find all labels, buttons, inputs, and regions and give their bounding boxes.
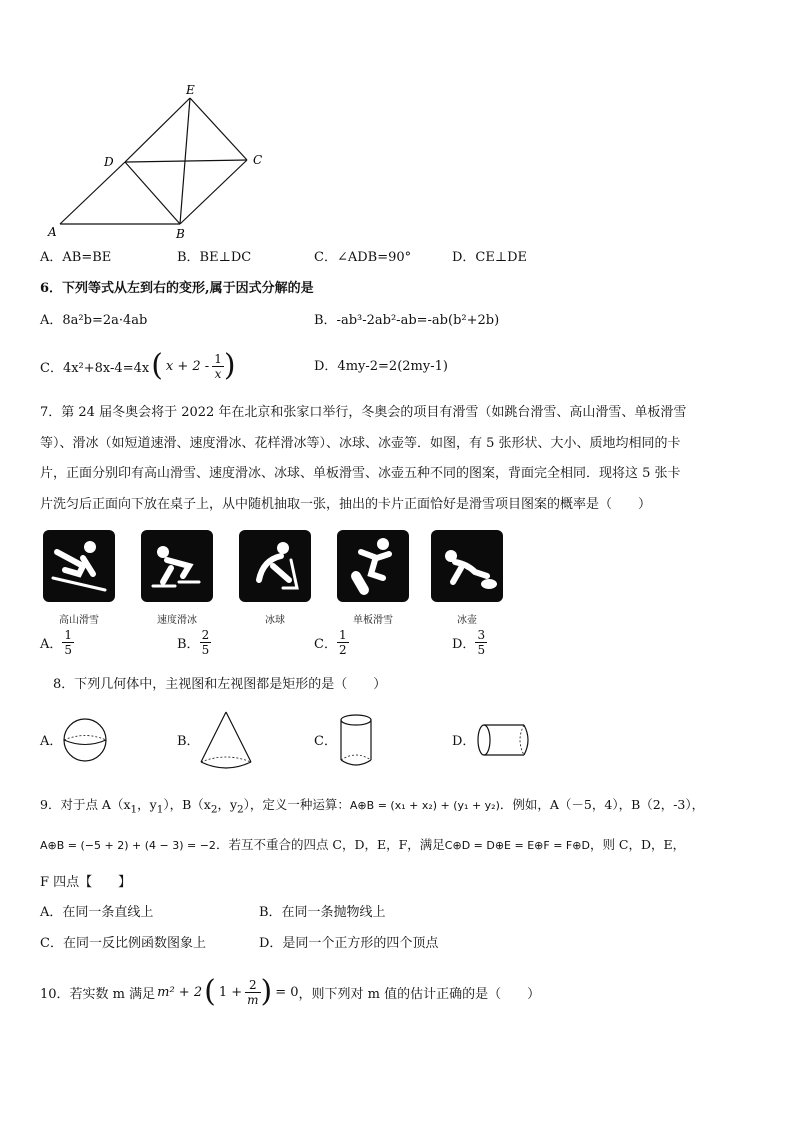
subscript: 2 [237,803,244,816]
point-label-a: A [48,225,57,239]
formula: C⊕D = D⊕E = E⊕F = F⊕D [444,839,590,852]
q6-option-b: B．-ab³-2ab²-ab=-ab(b²+2b) [314,313,500,328]
q10-stem [40,970,540,1014]
card-snowboard [337,530,409,602]
q7-option-a [40,628,74,657]
cone-icon [196,708,256,774]
q8-option-a: A． [40,734,63,749]
q9-line2 [40,836,685,855]
subscript: 1 [130,803,138,816]
point-label-e: E [186,83,195,97]
q6-stem: 6．下列等式从左到右的变形,属于因式分解的是 [40,281,314,296]
formula: 1 + [218,984,243,1000]
left-paren: ( [151,348,163,383]
sphere-icon [60,715,110,765]
card-curling [431,530,503,602]
q7-option-b [177,628,211,657]
curling-icon [431,530,503,602]
option-label: B． [177,637,200,652]
card-caption-4: 单板滑雪 [353,615,393,626]
card-caption-2: 速度滑冰 [157,615,197,626]
q6-option-d: D．4my-2=2(2my-1) [314,359,448,374]
subscript: 2 [210,803,218,816]
q5-option-a: A．AB=BE [40,250,112,265]
card-alpine-skiing [43,530,115,602]
text: ．若互不重合的四点 C，D，E，F，满足 [215,837,445,852]
fraction-numerator: 2 [245,978,260,993]
fraction-numerator: 1 [64,628,73,642]
q9-line1 [40,796,704,819]
text: ，则 C，D，E， [589,837,686,852]
q9-option-a: A．在同一条直线上 [40,905,154,920]
fraction-denominator: 5 [64,643,73,657]
option-fraction [62,628,74,657]
formula: = 0 [275,984,299,1000]
alpine-skiing-icon [43,530,115,602]
q8-option-d: D． [452,734,476,749]
speed-skating-icon [141,530,213,602]
card-caption-5: 冰壶 [457,615,477,626]
text: ．例如，A（－5，4），B（2，-3）， [499,797,705,812]
option-fraction [337,628,349,657]
q6-option-c-fraction [212,352,224,381]
card-caption-1: 高山滑雪 [59,615,99,626]
text: ），B（x [163,797,211,812]
horizontal-cylinder-icon [474,720,536,760]
ice-hockey-icon [239,530,311,602]
snowboard-icon [337,530,409,602]
left-paren: ( [204,974,216,1009]
geometry-figure-q5 [40,80,280,240]
option-label: D． [452,637,476,652]
point-label-d: D [104,155,114,169]
q9-option-c: C．在同一反比例函数图象上 [40,936,206,951]
point-label-b: B [176,227,185,240]
text: ，y [137,797,157,812]
fraction-numerator: 1 [214,351,222,366]
formula: A⊕B = (−5 + 2) + (4 − 3) = −2 [40,839,216,852]
subscript: 1 [156,803,164,816]
card-ice-hockey [239,530,311,602]
q7-option-d [452,628,487,657]
formula: m² + 2 [157,984,203,1000]
option-fraction [200,628,212,657]
q6-option-a: A．8a²b=2a·4ab [40,313,148,328]
q8-option-c: C． [314,734,337,749]
fraction-denominator: 2 [338,643,347,657]
right-paren: ) [223,348,236,383]
q7-stem-line4: 片洗匀后正面向下放在桌子上，从中随机抽取一张，抽出的卡片正面恰好是滑雪项目图案的概率是（ ） [40,497,652,512]
fraction-denominator: m [247,992,259,1007]
fraction-denominator: 5 [477,643,486,657]
q7-stem-line2: 等）、滑冰（如短道速滑、速度滑冰、花样滑冰等）、冰球、冰壶等．如图，有 5 张形状、大小、质地均相同的卡 [40,436,681,451]
fraction-numerator: 1 [338,628,347,642]
q7-option-c [314,628,349,657]
right-paren: ) [260,974,273,1009]
text: 10．若实数 m 满足 [40,986,156,1002]
q5-option-d: D．CE⊥DE [452,250,527,265]
formula: A⊕B = (x₁ + x₂) + (y₁ + y₂) [349,799,500,812]
q9-line3: F 四点【 】 [40,875,132,890]
q5-option-b: B．BE⊥DC [177,250,252,265]
option-fraction [475,628,487,657]
q10-fraction [245,978,260,1007]
fraction-numerator: 3 [477,628,486,642]
fraction-numerator: 2 [201,628,210,642]
cylinder-icon [336,712,376,770]
q7-stem-line3: 片，正面分别印有高山滑雪、速度滑冰、冰球、单板滑雪、冰壶五种不同的图案，背面完全相同．现将这 5 张卡 [40,466,681,481]
option-label: C． [314,637,337,652]
text: ），定义一种运算： [243,797,350,812]
card-caption-3: 冰球 [265,615,285,626]
text: ，y [217,797,238,812]
q6-option-c-prefix: C．4x²+8x-4=4x [40,360,150,376]
q8-option-b: B． [177,734,200,749]
q8-stem: 8．下列几何体中，主视图和左视图都是矩形的是（ ） [53,677,387,692]
card-speed-skating [141,530,213,602]
fraction-denominator: 5 [201,643,210,657]
q7-stem-line1: 7．第 24 届冬奥会将于 2022 年在北京和张家口举行，冬奥会的项目有滑雪（如跳台滑雪、高山滑雪、单板滑雪 [40,405,687,420]
fraction-denominator: x [214,366,222,381]
q9-option-b: B．在同一条抛物线上 [259,905,386,920]
text: ，则下列对 m 值的估计正确的是（ ） [298,986,541,1002]
option-label: A． [40,637,63,652]
point-label-c: C [253,153,263,167]
q5-option-c: C．∠ADB=90° [314,250,412,265]
q6-option-c [40,346,236,386]
q9-option-d: D．是同一个正方形的四个顶点 [259,936,439,951]
text: 9．对于点 A（x [40,797,131,812]
q6-option-c-inner: x + 2 - [165,358,210,374]
